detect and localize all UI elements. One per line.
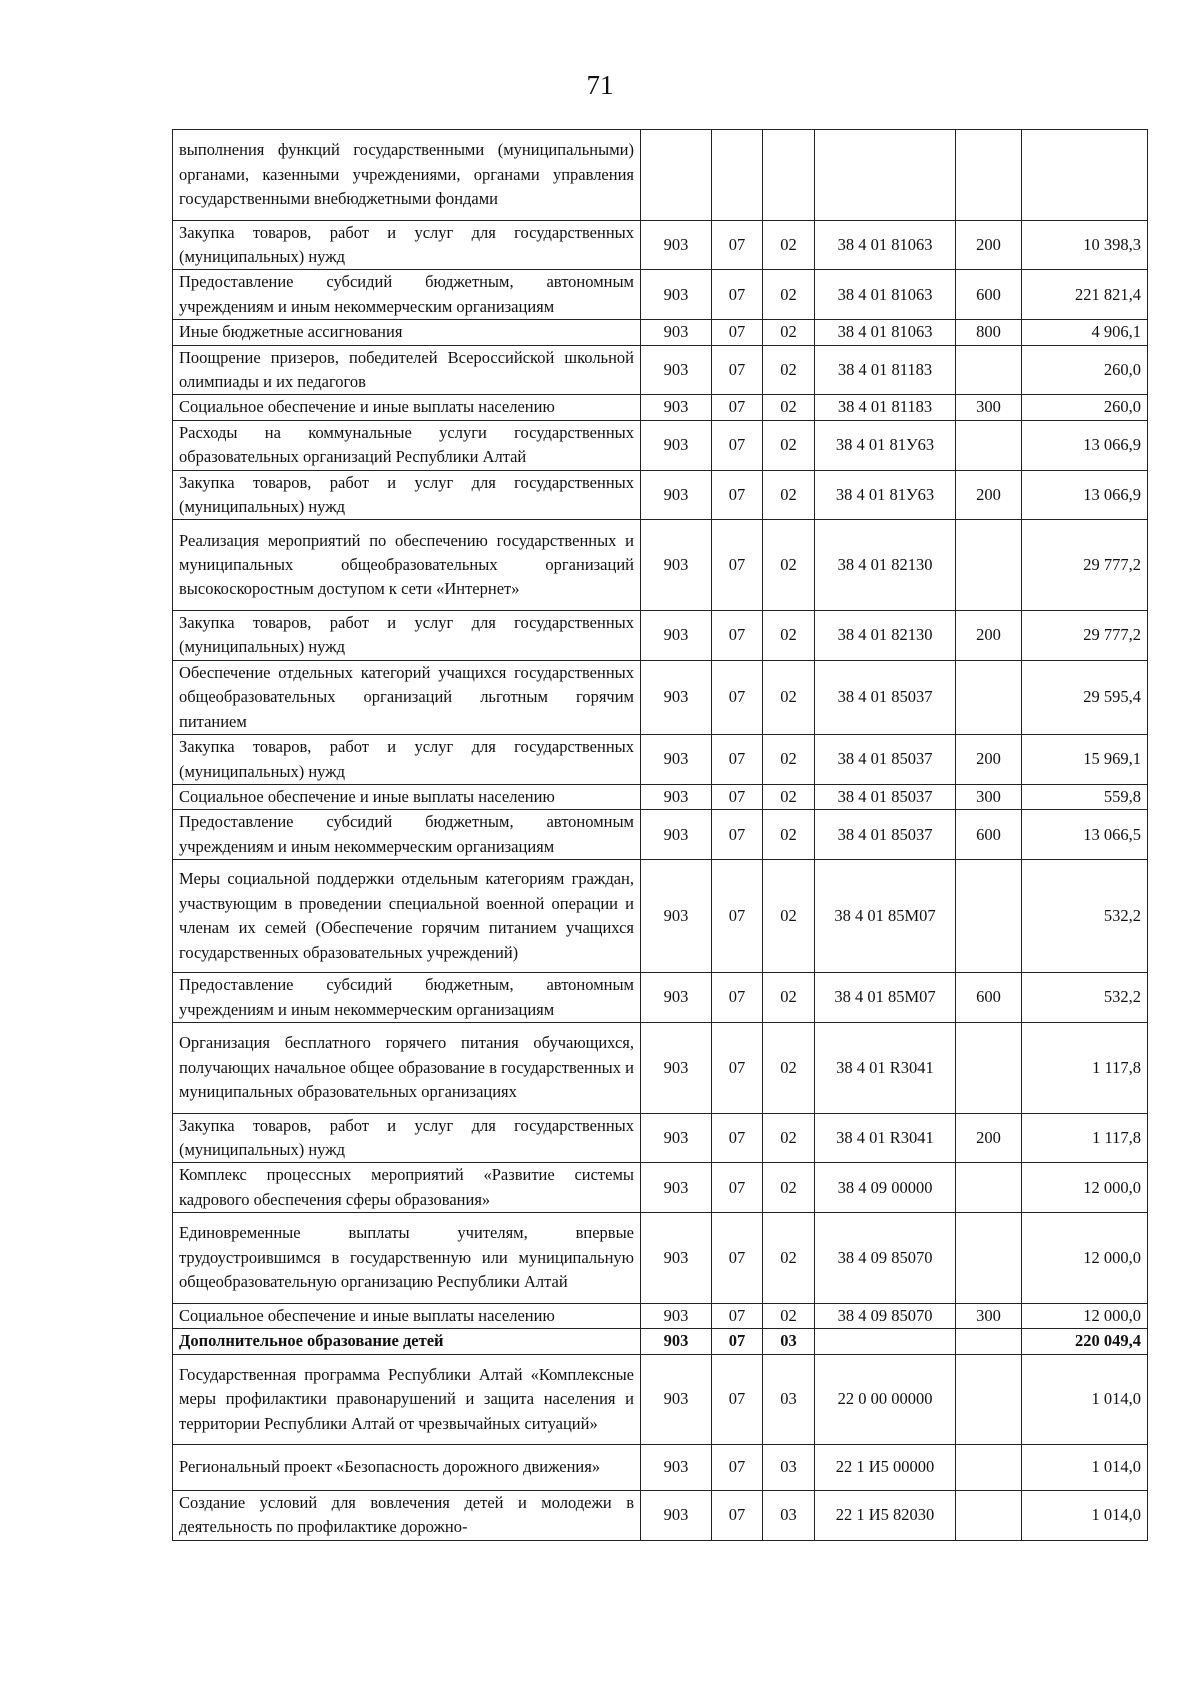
row-subsection-code-cell: 03 (763, 1329, 815, 1354)
row-name-cell: Меры социальной поддержки отдельным категориям граждан, участвующим в проведении специальной военной операции и членам их семей (Обеспечение горячим питанием учащихся государственных образовательных учреждений) (173, 860, 641, 973)
row-admin-code-cell: 903 (641, 320, 712, 345)
row-section-code-cell: 07 (712, 784, 763, 809)
row-name-cell: Предоставление субсидий бюджетным, автономным учреждениям и иным некоммерческим организациям (173, 270, 641, 320)
row-expense-type-cell (956, 1213, 1022, 1304)
row-subsection-code-cell: 02 (763, 1022, 815, 1113)
row-expense-type-cell: 300 (956, 784, 1022, 809)
row-subsection-code-cell: 02 (763, 860, 815, 973)
row-target-article-cell: 38 4 01 85037 (815, 810, 956, 860)
table-row (173, 735, 1148, 785)
row-target-article-cell: 38 4 09 85070 (815, 1303, 956, 1328)
row-name-cell: Единовременные выплаты учителям, впервые трудоустроившимся в государственную или муниципальную общеобразовательную организацию Республики Алтай (173, 1213, 641, 1304)
row-section-code-cell: 07 (712, 973, 763, 1023)
table-row (173, 1303, 1148, 1328)
row-amount-cell: 4 906,1 (1022, 320, 1148, 345)
row-name-cell: Расходы на коммунальные услуги государственных образовательных организаций Республики Алтай (173, 420, 641, 470)
row-amount-cell: 13 066,5 (1022, 810, 1148, 860)
row-admin-code-cell: 903 (641, 395, 712, 420)
row-section-code-cell: 07 (712, 1303, 763, 1328)
row-section-code-cell: 07 (712, 611, 763, 661)
row-amount-cell: 29 777,2 (1022, 520, 1148, 611)
row-target-article-cell: 38 4 01 R3041 (815, 1113, 956, 1163)
row-expense-type-cell: 600 (956, 973, 1022, 1023)
row-admin-code-cell: 903 (641, 1445, 712, 1491)
row-target-article-cell: 38 4 01 85037 (815, 735, 956, 785)
row-section-code-cell: 07 (712, 1163, 763, 1213)
row-admin-code-cell: 903 (641, 810, 712, 860)
table-row (173, 420, 1148, 470)
table-row (173, 660, 1148, 734)
row-target-article-cell: 38 4 01 81063 (815, 220, 956, 270)
row-name-cell: Закупка товаров, работ и услуг для государственных (муниципальных) нужд (173, 611, 641, 661)
row-admin-code-cell: 903 (641, 784, 712, 809)
row-subsection-code-cell: 03 (763, 1354, 815, 1445)
row-amount-cell: 559,8 (1022, 784, 1148, 809)
row-name-cell: выполнения функций государственными (муниципальными) органами, казенными учреждениями, органами управления государственными внебюджетными фондами (173, 130, 641, 221)
row-section-code-cell: 07 (712, 860, 763, 973)
row-expense-type-cell (956, 1490, 1022, 1540)
row-admin-code-cell: 903 (641, 470, 712, 520)
row-subsection-code-cell: 02 (763, 520, 815, 611)
row-expense-type-cell (956, 1022, 1022, 1113)
row-section-code-cell: 07 (712, 1329, 763, 1354)
budget-table-body (173, 130, 1148, 1541)
row-subsection-code-cell: 02 (763, 320, 815, 345)
row-target-article-cell: 38 4 01 81У63 (815, 470, 956, 520)
table-row (173, 395, 1148, 420)
row-section-code-cell (712, 130, 763, 221)
row-admin-code-cell: 903 (641, 220, 712, 270)
row-amount-cell: 12 000,0 (1022, 1213, 1148, 1304)
row-name-cell: Региональный проект «Безопасность дорожного движения» (173, 1445, 641, 1491)
row-section-code-cell: 07 (712, 470, 763, 520)
row-section-code-cell: 07 (712, 320, 763, 345)
row-expense-type-cell (956, 345, 1022, 395)
table-row (173, 1213, 1148, 1304)
row-subsection-code-cell: 02 (763, 220, 815, 270)
row-section-code-cell: 07 (712, 1113, 763, 1163)
row-target-article-cell: 38 4 01 85037 (815, 660, 956, 734)
row-section-code-cell: 07 (712, 520, 763, 611)
row-subsection-code-cell: 02 (763, 810, 815, 860)
row-admin-code-cell: 903 (641, 420, 712, 470)
row-expense-type-cell: 600 (956, 270, 1022, 320)
row-name-cell: Социальное обеспечение и иные выплаты населению (173, 1303, 641, 1328)
row-amount-cell: 13 066,9 (1022, 470, 1148, 520)
row-name-cell: Организация бесплатного горячего питания обучающихся, получающих начальное общее образование в государственных и муниципальных образовательных организациях (173, 1022, 641, 1113)
table-row (173, 1113, 1148, 1163)
row-section-code-cell: 07 (712, 395, 763, 420)
row-name-cell: Обеспечение отдельных категорий учащихся государственных общеобразовательных организаций льготным горячим питанием (173, 660, 641, 734)
row-admin-code-cell: 903 (641, 735, 712, 785)
row-admin-code-cell: 903 (641, 1163, 712, 1213)
row-expense-type-cell: 200 (956, 470, 1022, 520)
table-row (173, 1354, 1148, 1445)
row-name-cell: Предоставление субсидий бюджетным, автономным учреждениям и иным некоммерческим организациям (173, 973, 641, 1023)
row-name-cell: Закупка товаров, работ и услуг для государственных (муниципальных) нужд (173, 220, 641, 270)
row-target-article-cell: 38 4 09 85070 (815, 1213, 956, 1304)
row-amount-cell: 1 117,8 (1022, 1022, 1148, 1113)
table-row (173, 1445, 1148, 1491)
row-subsection-code-cell: 02 (763, 270, 815, 320)
row-subsection-code-cell: 02 (763, 1303, 815, 1328)
table-row (173, 1490, 1148, 1540)
row-name-cell: Предоставление субсидий бюджетным, автономным учреждениям и иным некоммерческим организациям (173, 810, 641, 860)
table-row (173, 520, 1148, 611)
row-name-cell: Создание условий для вовлечения детей и молодежи в деятельность по профилактике дорожно- (173, 1490, 641, 1540)
row-name-cell: Государственная программа Республики Алтай «Комплексные меры профилактики правонарушений и защита населения и территории Республики Алтай от чрезвычайных ситуаций» (173, 1354, 641, 1445)
row-amount-cell: 221 821,4 (1022, 270, 1148, 320)
table-row (173, 611, 1148, 661)
row-amount-cell: 15 969,1 (1022, 735, 1148, 785)
row-target-article-cell: 38 4 01 85М07 (815, 973, 956, 1023)
row-target-article-cell: 38 4 01 82130 (815, 611, 956, 661)
row-expense-type-cell (956, 130, 1022, 221)
row-amount-cell: 29 777,2 (1022, 611, 1148, 661)
row-amount-cell: 1 014,0 (1022, 1445, 1148, 1491)
row-target-article-cell: 22 0 00 00000 (815, 1354, 956, 1445)
row-subsection-code-cell: 02 (763, 1213, 815, 1304)
row-subsection-code-cell: 02 (763, 470, 815, 520)
row-amount-cell: 13 066,9 (1022, 420, 1148, 470)
row-admin-code-cell: 903 (641, 1022, 712, 1113)
row-section-code-cell: 07 (712, 270, 763, 320)
row-amount-cell: 10 398,3 (1022, 220, 1148, 270)
row-name-cell: Социальное обеспечение и иные выплаты населению (173, 395, 641, 420)
row-expense-type-cell (956, 660, 1022, 734)
row-expense-type-cell (956, 1329, 1022, 1354)
row-amount-cell: 12 000,0 (1022, 1163, 1148, 1213)
row-expense-type-cell: 600 (956, 810, 1022, 860)
row-section-code-cell: 07 (712, 810, 763, 860)
row-section-code-cell: 07 (712, 345, 763, 395)
row-admin-code-cell: 903 (641, 1490, 712, 1540)
row-section-code-cell: 07 (712, 735, 763, 785)
row-expense-type-cell: 300 (956, 395, 1022, 420)
row-target-article-cell (815, 130, 956, 221)
row-admin-code-cell: 903 (641, 1303, 712, 1328)
row-expense-type-cell (956, 1163, 1022, 1213)
row-admin-code-cell: 903 (641, 660, 712, 734)
row-expense-type-cell: 200 (956, 735, 1022, 785)
row-target-article-cell: 22 1 И5 82030 (815, 1490, 956, 1540)
row-admin-code-cell: 903 (641, 520, 712, 611)
row-amount-cell: 1 117,8 (1022, 1113, 1148, 1163)
row-section-code-cell: 07 (712, 1213, 763, 1304)
row-expense-type-cell (956, 1354, 1022, 1445)
row-subsection-code-cell: 02 (763, 395, 815, 420)
row-admin-code-cell: 903 (641, 860, 712, 973)
row-name-cell: Социальное обеспечение и иные выплаты населению (173, 784, 641, 809)
row-admin-code-cell: 903 (641, 1213, 712, 1304)
row-amount-cell: 532,2 (1022, 973, 1148, 1023)
row-subsection-code-cell: 02 (763, 611, 815, 661)
row-amount-cell: 220 049,4 (1022, 1329, 1148, 1354)
row-target-article-cell (815, 1329, 956, 1354)
row-target-article-cell: 38 4 01 81183 (815, 395, 956, 420)
row-name-cell: Дополнительное образование детей (173, 1329, 641, 1354)
row-expense-type-cell: 300 (956, 1303, 1022, 1328)
row-amount-cell: 12 000,0 (1022, 1303, 1148, 1328)
row-section-code-cell: 07 (712, 1445, 763, 1491)
row-admin-code-cell (641, 130, 712, 221)
row-admin-code-cell: 903 (641, 973, 712, 1023)
row-subsection-code-cell: 02 (763, 784, 815, 809)
row-name-cell: Закупка товаров, работ и услуг для государственных (муниципальных) нужд (173, 735, 641, 785)
row-name-cell: Комплекс процессных мероприятий «Развитие системы кадрового обеспечения сферы образования» (173, 1163, 641, 1213)
row-name-cell: Поощрение призеров, победителей Всероссийской школьной олимпиады и их педагогов (173, 345, 641, 395)
row-admin-code-cell: 903 (641, 1113, 712, 1163)
row-expense-type-cell: 200 (956, 611, 1022, 661)
table-row (173, 1022, 1148, 1113)
row-admin-code-cell: 903 (641, 345, 712, 395)
row-subsection-code-cell: 02 (763, 420, 815, 470)
row-amount-cell (1022, 130, 1148, 221)
row-target-article-cell: 38 4 09 00000 (815, 1163, 956, 1213)
row-target-article-cell: 38 4 01 85037 (815, 784, 956, 809)
row-admin-code-cell: 903 (641, 1329, 712, 1354)
row-expense-type-cell: 200 (956, 220, 1022, 270)
row-subsection-code-cell: 03 (763, 1445, 815, 1491)
row-expense-type-cell (956, 1445, 1022, 1491)
row-amount-cell: 260,0 (1022, 345, 1148, 395)
row-subsection-code-cell (763, 130, 815, 221)
row-amount-cell: 1 014,0 (1022, 1490, 1148, 1540)
page-number: 71 (586, 70, 614, 100)
row-target-article-cell: 38 4 01 82130 (815, 520, 956, 611)
row-admin-code-cell: 903 (641, 270, 712, 320)
table-row (173, 320, 1148, 345)
table-row (173, 860, 1148, 973)
row-section-code-cell: 07 (712, 420, 763, 470)
row-expense-type-cell (956, 420, 1022, 470)
row-subsection-code-cell: 02 (763, 345, 815, 395)
row-name-cell: Иные бюджетные ассигнования (173, 320, 641, 345)
row-amount-cell: 260,0 (1022, 395, 1148, 420)
row-subsection-code-cell: 02 (763, 660, 815, 734)
row-section-code-cell: 07 (712, 1354, 763, 1445)
row-subsection-code-cell: 02 (763, 1113, 815, 1163)
row-target-article-cell: 22 1 И5 00000 (815, 1445, 956, 1491)
row-target-article-cell: 38 4 01 85М07 (815, 860, 956, 973)
row-target-article-cell: 38 4 01 81063 (815, 320, 956, 345)
row-subsection-code-cell: 02 (763, 973, 815, 1023)
row-expense-type-cell: 800 (956, 320, 1022, 345)
row-section-code-cell: 07 (712, 220, 763, 270)
row-target-article-cell: 38 4 01 81063 (815, 270, 956, 320)
row-amount-cell: 532,2 (1022, 860, 1148, 973)
row-name-cell: Закупка товаров, работ и услуг для государственных (муниципальных) нужд (173, 1113, 641, 1163)
row-section-code-cell: 07 (712, 1022, 763, 1113)
row-subsection-code-cell: 02 (763, 735, 815, 785)
row-admin-code-cell: 903 (641, 611, 712, 661)
row-amount-cell: 1 014,0 (1022, 1354, 1148, 1445)
row-target-article-cell: 38 4 01 R3041 (815, 1022, 956, 1113)
table-row (173, 270, 1148, 320)
table-row (173, 1329, 1148, 1354)
table-row (173, 345, 1148, 395)
row-section-code-cell: 07 (712, 660, 763, 734)
row-target-article-cell: 38 4 01 81У63 (815, 420, 956, 470)
row-name-cell: Закупка товаров, работ и услуг для государственных (муниципальных) нужд (173, 470, 641, 520)
row-subsection-code-cell: 03 (763, 1490, 815, 1540)
table-row (173, 1163, 1148, 1213)
budget-table (172, 129, 1148, 1541)
row-expense-type-cell: 200 (956, 1113, 1022, 1163)
row-expense-type-cell (956, 520, 1022, 611)
row-amount-cell: 29 595,4 (1022, 660, 1148, 734)
table-row (173, 470, 1148, 520)
row-admin-code-cell: 903 (641, 1354, 712, 1445)
row-expense-type-cell (956, 860, 1022, 973)
table-row (173, 784, 1148, 809)
table-row (173, 220, 1148, 270)
row-name-cell: Реализация мероприятий по обеспечению государственных и муниципальных общеобразовательных организаций высокоскоростным доступом к сети «Интернет» (173, 520, 641, 611)
table-row (173, 810, 1148, 860)
row-section-code-cell: 07 (712, 1490, 763, 1540)
table-row (173, 973, 1148, 1023)
row-target-article-cell: 38 4 01 81183 (815, 345, 956, 395)
row-subsection-code-cell: 02 (763, 1163, 815, 1213)
table-row (173, 130, 1148, 221)
